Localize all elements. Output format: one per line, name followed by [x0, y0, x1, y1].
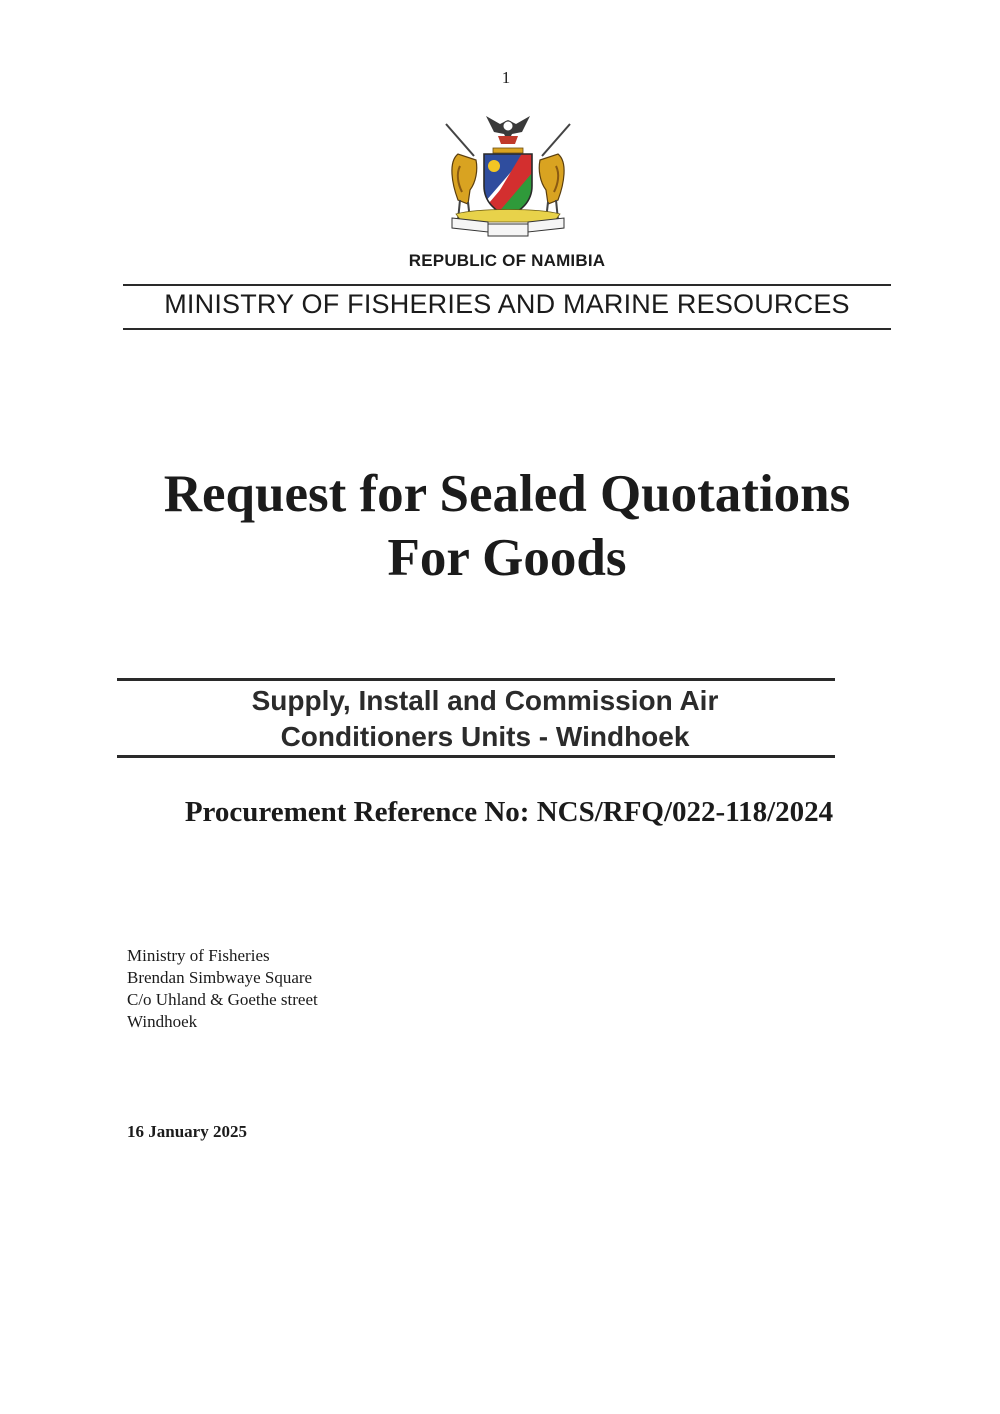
country-heading: REPUBLIC OF NAMIBIA — [408, 251, 606, 270]
address-line: Ministry of Fisheries — [127, 946, 270, 965]
namibia-coat-of-arms-icon — [438, 104, 578, 244]
document-title-line-1: Request for Sealed Quotations — [163, 465, 851, 523]
divider — [117, 678, 835, 681]
address-line: C/o Uhland & Goethe street — [127, 990, 318, 1009]
ministry-heading: MINISTRY OF FISHERIES AND MARINE RESOURCES — [164, 289, 850, 319]
divider — [123, 284, 891, 286]
eagle-icon — [486, 116, 530, 144]
subject-line-1: Supply, Install and Commission Air — [251, 685, 719, 716]
address-line: Windhoek — [127, 1012, 198, 1031]
document-title — [0, 462, 1000, 590]
subject-heading — [117, 683, 853, 755]
oryx-left-icon — [446, 124, 477, 220]
subject-line-2: Conditioners Units - Windhoek — [280, 721, 690, 752]
page-number: 1 — [501, 68, 511, 87]
oryx-right-icon — [539, 124, 570, 220]
procurement-reference: Procurement Reference No: NCS/RFQ/022-118/2024 — [184, 796, 834, 828]
address-block — [127, 945, 318, 1033]
document-title-line-2: For Goods — [387, 529, 627, 587]
divider — [123, 328, 891, 330]
divider — [117, 755, 835, 758]
document-date: 16 January 2025 — [127, 1122, 247, 1141]
address-line: Brendan Simbwaye Square — [127, 968, 313, 987]
